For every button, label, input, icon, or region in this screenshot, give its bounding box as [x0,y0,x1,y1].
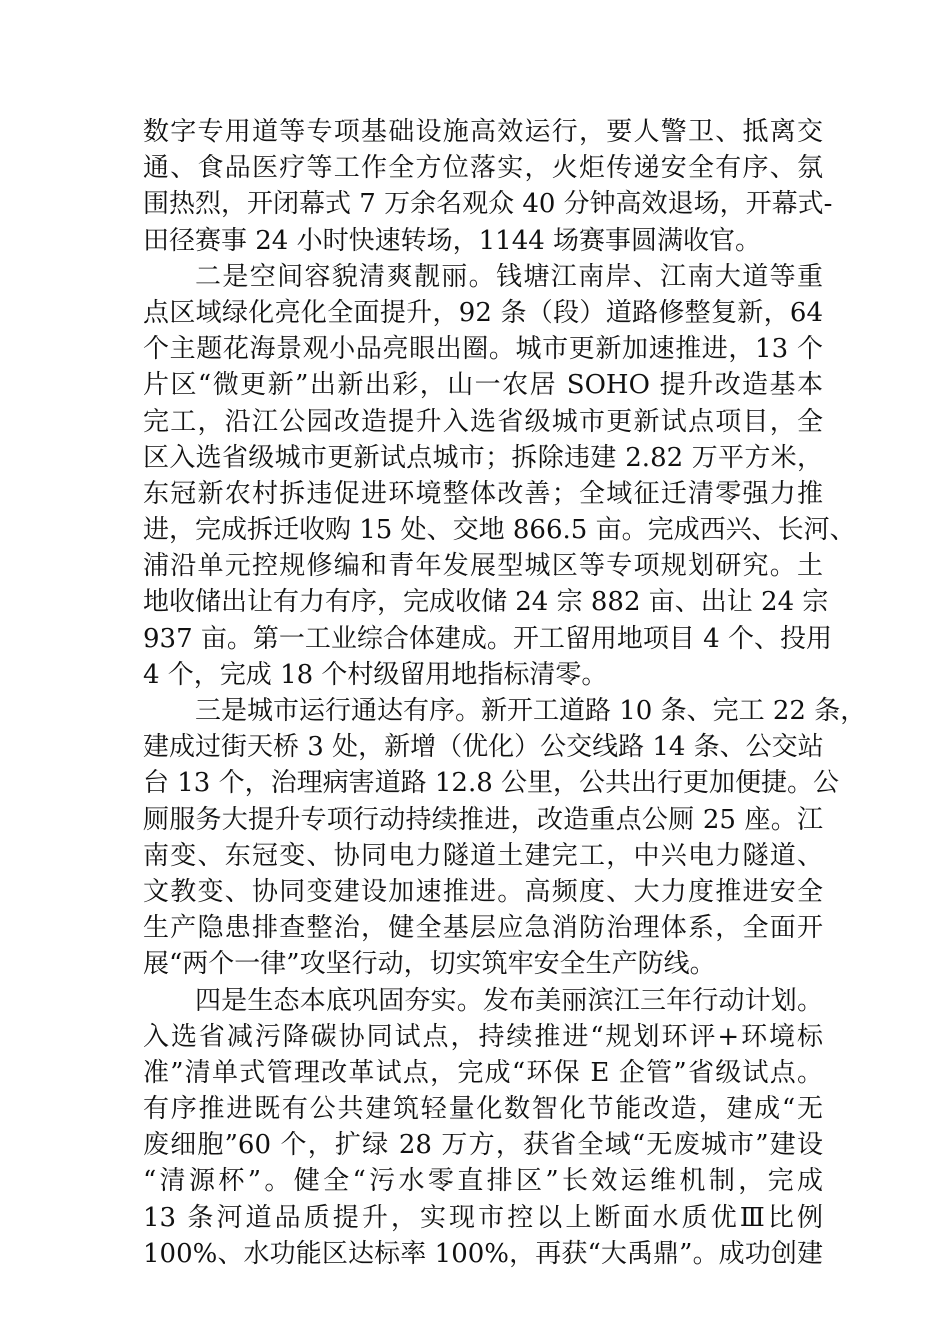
text-line: 通、食品医疗等工作全方位落实，火炬传递安全有序、氛 [143,153,823,184]
paragraph-4-first-line: 四是生态本底巩固夯实。发布美丽滨江三年行动计划。 [195,985,823,1016]
text-line: 4 个，完成 18 个村级留用地指标清零。 [143,659,608,690]
text-line: 生产隐患排查整治，健全基层应急消防治理体系，全面开 [143,913,823,944]
text-line: 田径赛事 24 小时快速转场，1144 场赛事圆满收官。 [143,225,762,256]
text-line: 片区“微更新”出新出彩，山一农居 SOHO 提升改造基本 [143,370,823,401]
text-line: 937 亩。第一工业综合体建成。开工留用地项目 4 个、投用 [143,623,832,654]
text-line: 点区域绿化亮化全面提升，92 条（段）道路修整复新，64 [143,297,823,328]
text-line: 有序推进既有公共建筑轻量化数智化节能改造，建成“无 [143,1094,823,1125]
text-line: 100%、水功能区达标率 100%，再获“大禹鼎”。成功创建 [143,1238,823,1269]
text-line: 台 13 个，治理病害道路 12.8 公里，公共出行更加便捷。公 [143,768,840,799]
text-line: 文教变、协同变建设加速推进。高频度、大力度推进安全 [143,876,823,907]
paragraph-2-first-line: 二是空间容貌清爽靓丽。钱塘江南岸、江南大道等重 [195,261,823,292]
text-line: 南变、东冠变、协同电力隧道土建完工，中兴电力隧道、 [143,840,823,871]
text-line: 建成过街天桥 3 处，新增（优化）公交线路 14 条、公交站 [143,732,824,763]
text-line: 完工，沿江公园改造提升入选省级城市更新试点项目，全 [143,406,823,437]
text-line: 数字专用道等专项基础设施高效运行，要人警卫、抵离交 [143,117,823,147]
text-line: 区入选省级城市更新试点城市；拆除违建 2.82 万平方米， [143,442,823,473]
text-line: 浦沿单元控规修编和青年发展型城区等专项规划研究。土 [143,551,823,582]
text-line: 个主题花海景观小品亮眼出圈。城市更新加速推进，13 个 [143,334,823,365]
text-line: 入选省减污降碳协同试点，持续推进“规划环评+环境标 [143,1021,823,1052]
text-line: 展“两个一律”攻坚行动，切实筑牢安全生产防线。 [143,949,716,980]
text-line: 地收储出让有力有序，完成收储 24 宗 882 亩、出让 24 宗 [143,587,829,618]
paragraph-3-first-line: 三是城市运行通达有序。新开工道路 10 条、完工 22 条， [195,696,867,726]
text-line: 准”清单式管理改革试点，完成“环保 E 企管”省级试点。 [143,1057,823,1088]
text-line: 13 条河道品质提升，实现市控以上断面水质优Ⅲ比例 [143,1202,823,1233]
text-line: 进，完成拆迁收购 15 处、交地 866.5 亩。完成西兴、长河、 [143,515,856,546]
body-text [143,114,867,1272]
text-line: 废细胞”60 个，扩绿 28 万方，获省全域“无废城市”建设 [143,1130,823,1161]
text-line: 围热烈，开闭幕式 7 万余名观众 40 分钟高效退场，开幕式- [143,189,833,220]
text-line: “清源杯”。健全“污水零直排区”长效运维机制，完成 [143,1166,823,1197]
text-line: 东冠新农村拆违促进环境整体改善；全域征迁清零强力推 [143,478,823,509]
text-line: 厕服务大提升专项行动持续推进，改造重点公厕 25 座。江 [143,804,823,835]
